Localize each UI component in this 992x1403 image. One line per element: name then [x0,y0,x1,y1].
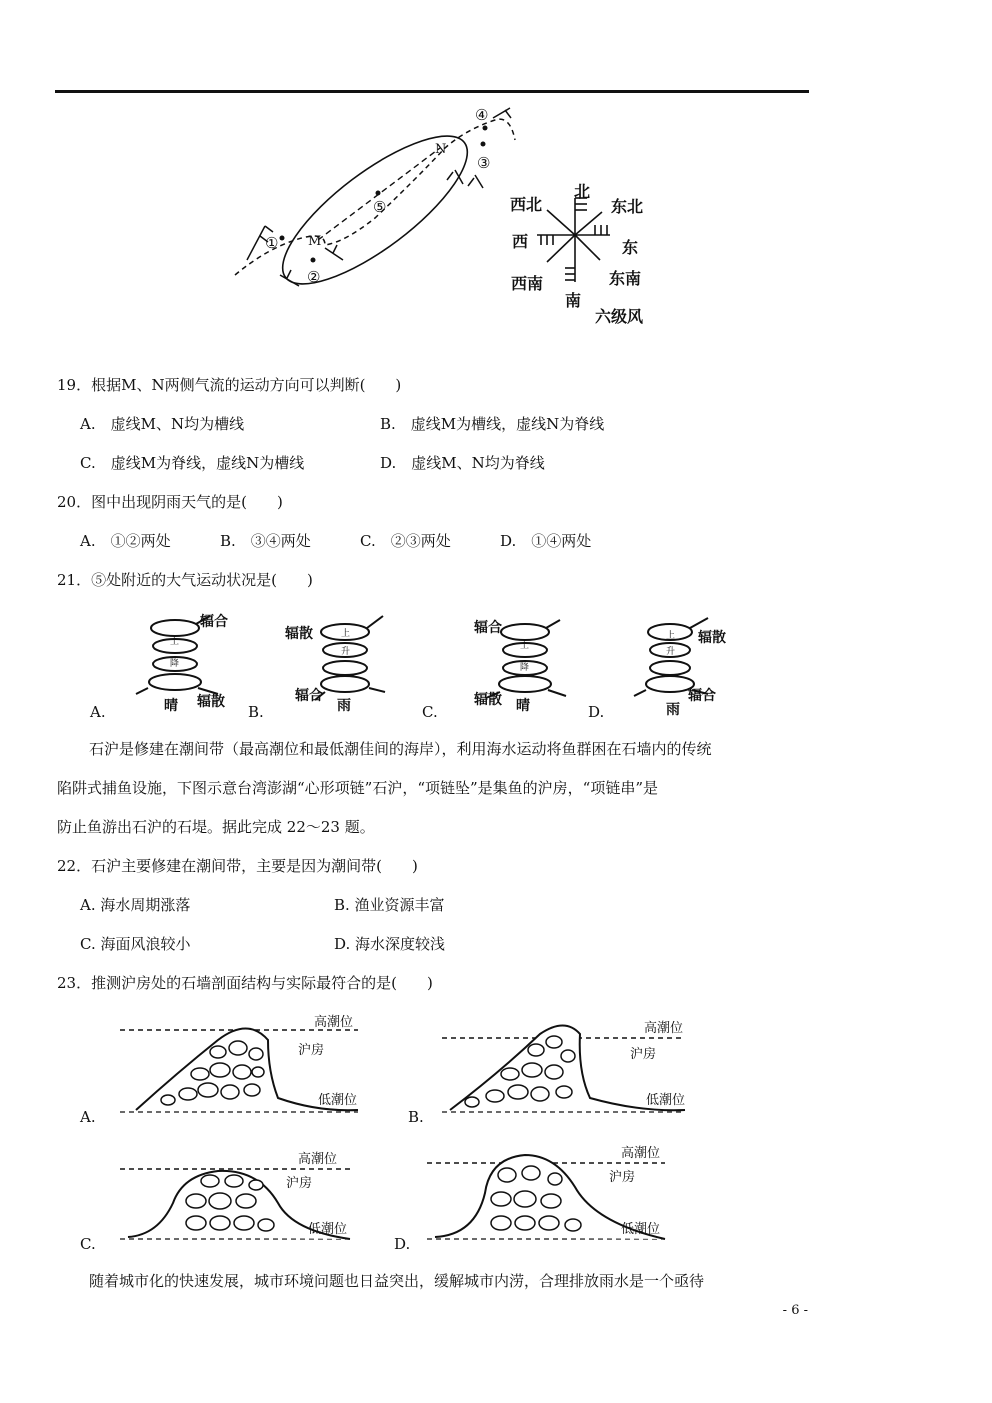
q23-diagram-d[interactable] [425,1143,675,1248]
q23-diagram-b[interactable] [440,1012,690,1117]
q21-diagram-c[interactable] [470,612,580,712]
legend-southeast: 东南 [609,269,642,288]
q22-stem: 22．石沪主要修建在潮间带，主要是因为潮间带( ) [57,857,418,875]
q20-option-d[interactable]: D. ①④两处 [500,532,592,550]
q21b-mid: 升 [341,647,351,657]
q23a-low: 低潮位 [318,1093,358,1108]
q23-option-b[interactable]: B. [408,1108,424,1126]
q21c-top: 辐合 [474,620,502,636]
line-n-label: N [435,142,447,157]
q21d-mid: 升 [666,647,676,657]
legend-northwest: 西北 [510,195,543,214]
q21-option-b[interactable]: B. [248,703,264,721]
legend-wind-note: 六级风 [595,307,644,326]
q21d-bottom: 辐合 [688,688,716,704]
q23-option-c[interactable]: C. [80,1235,96,1253]
q21-option-d[interactable]: D. [588,703,605,721]
legend-northeast: 东北 [611,197,644,216]
line-m-label: M [308,234,322,249]
q19-option-c[interactable]: C. 虚线M为脊线，虚线N为槽线 [80,454,305,472]
q22-option-a[interactable]: A. 海水周期涨落 [80,896,191,914]
q23d-house: 沪房 [609,1170,636,1185]
q21a-top: 辐合 [200,614,228,630]
q20-stem: 20．图中出现阴雨天气的是( ) [57,493,283,511]
q21b-weather: 雨 [337,698,351,712]
q22-option-b[interactable]: B. 渔业资源丰富 [334,896,445,914]
q21-option-c[interactable]: C. [422,703,438,721]
point-3-label: ③ [477,154,491,172]
passage-line-2: 陷阱式捕鱼设施，下图示意台湾澎湖“心形项链”石沪，“项链坠”是集鱼的沪房，“项链串”是 [57,779,659,797]
q20-option-b[interactable]: B. ③④两处 [220,532,311,550]
legend-south: 南 [565,291,582,310]
weather-map-figure [225,100,675,330]
q23d-low: 低潮位 [621,1222,661,1237]
point-5-label: ⑤ [373,198,387,216]
q21-option-a[interactable]: A. [90,703,106,721]
q21a-bottom: 辐散 [197,694,225,710]
q19-option-d[interactable]: D. 虚线M、N均为脊线 [380,454,545,472]
q21a-weather: 晴 [164,698,178,713]
q23-option-a[interactable]: A. [80,1108,96,1126]
closing-paragraph [57,1262,809,1301]
q19-stem: 19．根据M、N两侧气流的运动方向可以判断( ) [57,376,402,394]
q23d-high: 高潮位 [621,1146,661,1161]
page-number: - 6 - [782,1303,808,1318]
q23a-house: 沪房 [298,1043,325,1058]
q21b-top: 辐散 [285,626,313,642]
passage-line-3: 防止鱼游出石沪的石堤。据此完成 22～23 题。 [57,818,375,836]
q21-stem: 21．⑤处附近的大气运动状况是( ) [57,571,313,589]
legend-north: 北 [574,182,591,201]
q20-option-a[interactable]: A. ①②两处 [80,532,171,550]
passage [57,730,809,847]
q19-option-a[interactable]: A. 虚线M、N均为槽线 [80,415,245,433]
q23-diagram-c[interactable] [118,1143,358,1248]
point-1-label: ① [265,234,279,252]
q23b-high: 高潮位 [644,1021,684,1036]
q21c-weather: 晴 [516,698,530,712]
q21b-bottom: 辐合 [295,688,323,704]
q22-option-d[interactable]: D. 海水深度较浅 [334,935,446,953]
q23c-house: 沪房 [286,1176,313,1191]
q21c-bottom: 辐散 [474,692,502,708]
q23c-high: 高潮位 [298,1152,338,1167]
q23a-high: 高潮位 [314,1015,354,1030]
q21d-weather: 雨 [666,702,680,717]
q21-diagram-b[interactable] [285,612,395,712]
q21-diagram-d[interactable] [628,612,738,717]
q21b-up: 上 [341,629,351,639]
point-2-label: ② [307,268,321,286]
header-rule [55,90,809,93]
q20-option-c[interactable]: C. ②③两处 [360,532,451,550]
passage-line-1: 石沪是修建在潮间带（最高潮位和最低潮佳间的海岸），利用海水运动将鱼群困在石墙内的传统 [89,740,712,758]
legend-southwest: 西南 [511,274,544,293]
legend-west: 西 [512,232,529,251]
q23-stem: 23．推测沪房处的石墙剖面结构与实际最符合的是( ) [57,974,433,992]
q23c-low: 低潮位 [308,1222,348,1237]
q23-option-d[interactable]: D. [394,1235,411,1253]
q19-option-b[interactable]: B. 虚线M为槽线，虚线N为脊线 [380,415,605,433]
q23b-house: 沪房 [630,1047,657,1062]
q21c-mid: 降 [520,663,530,673]
legend-east: 东 [622,238,639,257]
q23b-low: 低潮位 [646,1093,686,1108]
q21-diagram-a[interactable] [130,608,240,713]
q23-diagram-a[interactable] [118,1012,368,1117]
q22-option-c[interactable]: C. 海面风浪较小 [80,935,191,953]
point-4-label: ④ [475,106,489,124]
q21d-up: 上 [666,631,676,641]
q21a-mid: 降 [170,659,180,669]
closing-text: 随着城市化的快速发展，城市环境问题也日益突出，缓解城市内涝，合理排放雨水是一个亟待 [89,1272,705,1290]
q21c-up: 上 [520,641,530,651]
q21d-top: 辐散 [698,630,726,646]
q21a-up: 上 [170,637,180,647]
